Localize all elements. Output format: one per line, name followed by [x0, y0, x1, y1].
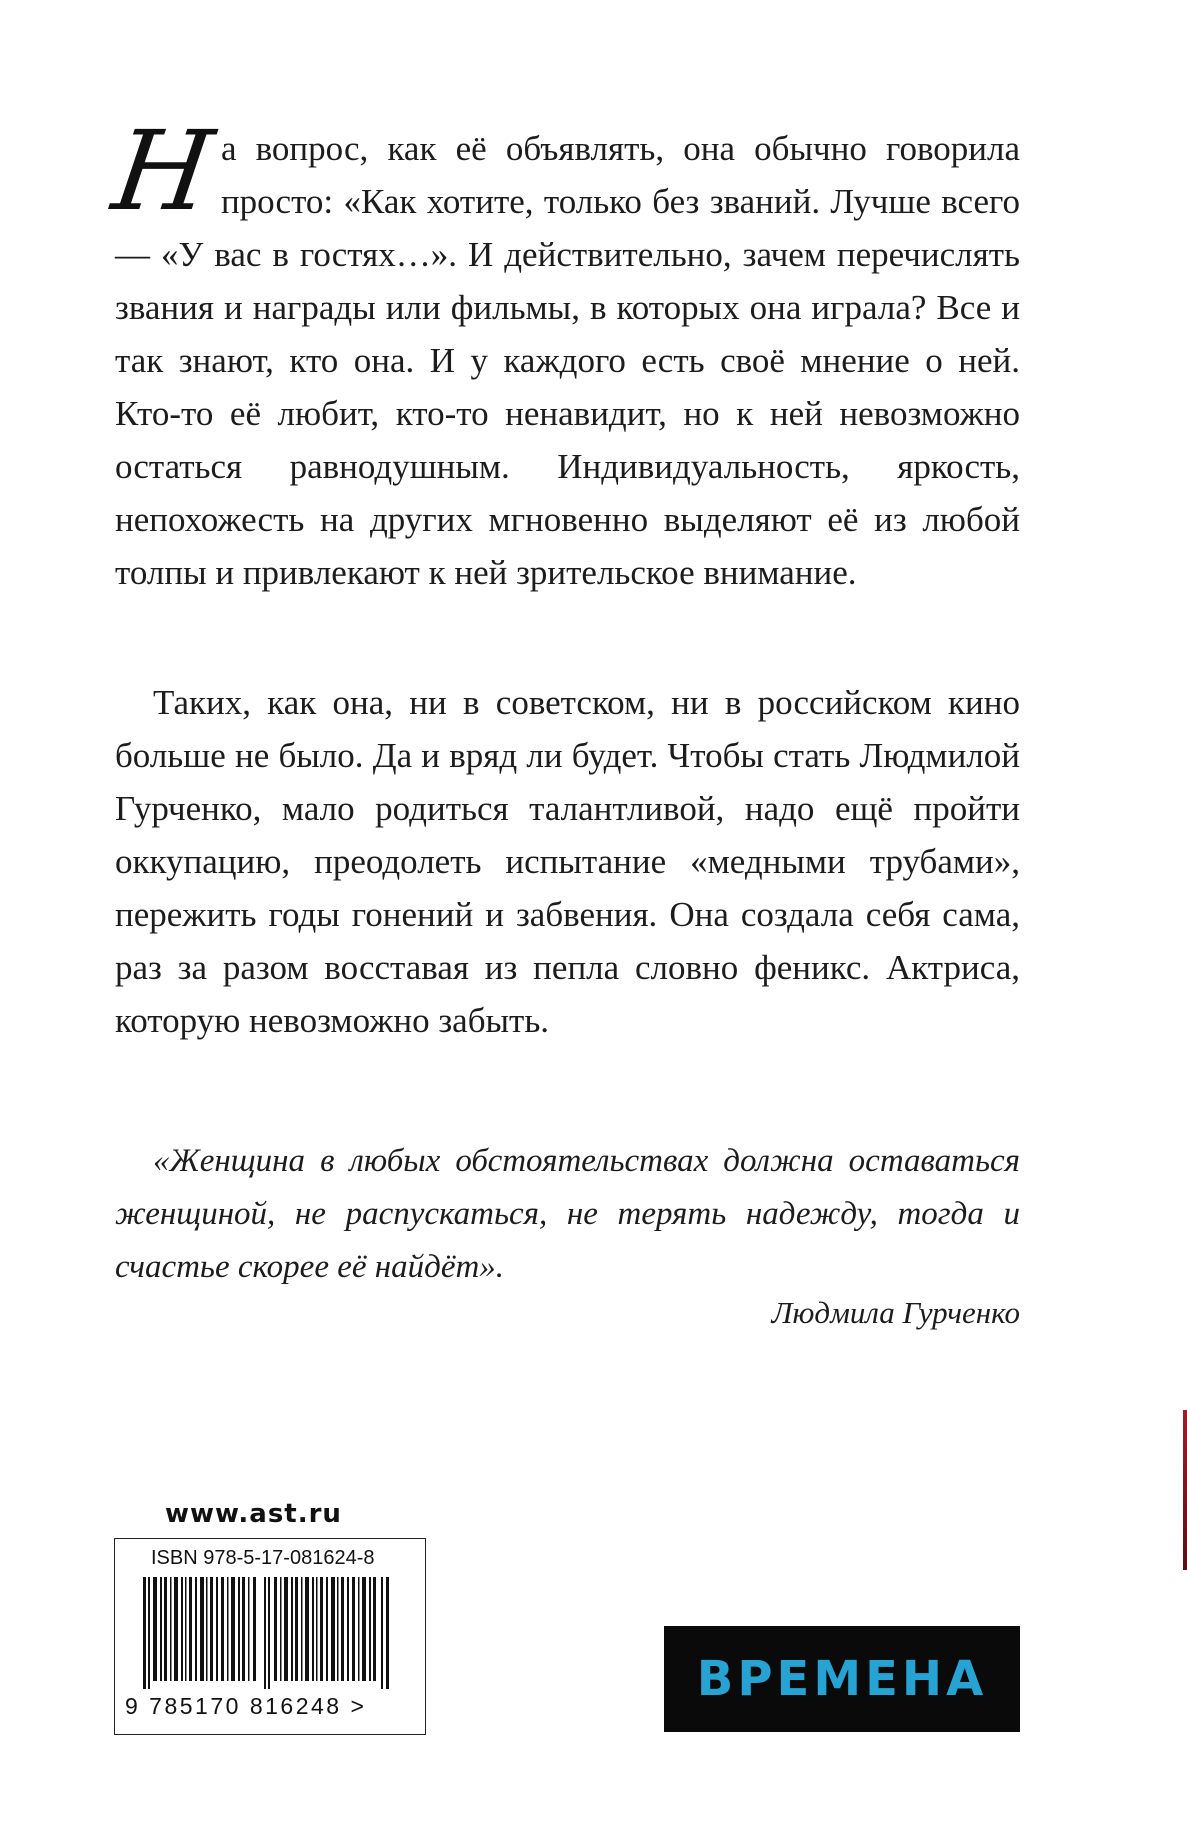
publisher-website-link[interactable]: www.ast.ru [165, 1499, 342, 1529]
cover-edge-decoration [1183, 1410, 1187, 1570]
paragraph-intro [106, 107, 1020, 599]
barcode-number: 9 785170 816248 > [125, 1693, 367, 1719]
paragraph-intro-text: а вопрос, как её объявлять, она обычно говорила просто: «Как хотите, только без званий. Лучше всего — «У вас в гостях…». И действительно, зачем перечислять звания и награды или фильмы, в которых она играла? Все и так знают, кто она. И у каждого есть своё мнение о ней. Кто-то её любит, кто-то ненавидит, но к ней невозможно остаться равнодушным. Индивидуальность, яркость, непохожесть на других мгновенно выделяют её из любой толпы и привлекают к ней зрительское внимание. [115, 129, 1020, 592]
barcode-icon [143, 1577, 393, 1689]
isbn-label: ISBN 978-5-17-081624-8 [151, 1547, 375, 1569]
quote-author: Людмила Гурченко [771, 1295, 1020, 1330]
series-logo-text: ВРЕМЕНА [696, 1651, 988, 1707]
barcode-box [114, 1538, 426, 1735]
paragraph-second: Таких, как она, ни в советском, ни в российском кино больше не было. Да и вряд ли будет. Чтобы стать Людмилой Гурченко, мало родиться талантливой, надо ещё пройти оккупацию, преодолеть испытание «медными трубами», пережить годы гонений и забвения. Она создала себя сама, раз за разом восставая из пепла словно феникс. Актриса, которую невозможно забыть. [115, 683, 1020, 1040]
quote-text: «Женщина в любых обстоятельствах должна оставаться женщиной, не распускаться, не терять надежду, тогда и счастье скорее её найдёт». [115, 1143, 1020, 1285]
series-logo [664, 1626, 1020, 1732]
drop-cap-letter: Н [106, 107, 220, 235]
